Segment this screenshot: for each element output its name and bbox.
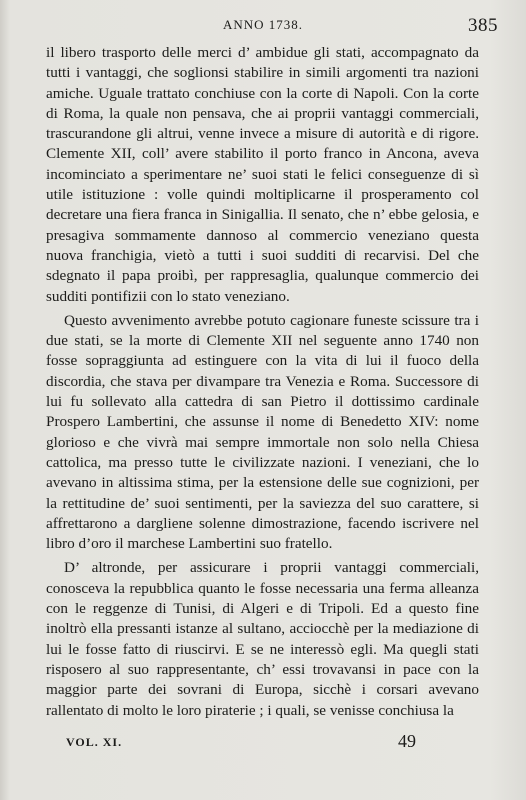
page-footer — [0, 731, 526, 755]
signature-mark: 49 — [398, 731, 416, 751]
body-text — [46, 43, 479, 725]
page-header — [0, 17, 526, 39]
running-head: ANNO 1738. — [222, 17, 304, 32]
paragraph-2: Questo avvenimento avrebbe potuto cagionare funeste scissure tra i due stati, se la morte di Clemente XII nel seguente anno 1740 non fosse sopraggiunta ad estinguere con la vita di lui il fuoco della discordia, che stava per divampare tra Venezia e Roma. Successore di lui fu sollevato alla cattedra di san Pietro il dottissimo cardinale Prospero Lambertini, che assunse il nome di Benedetto XIV: nome glorioso e che vivrà mai sempre immortale non solo nella Chiesa cattolica, ma presso tutte le civilizzate nazioni. I veneziani, che lo avevano in altissima stima, per la estensione delle sue cognizioni, per la rettitudine de’ suoi sentimenti, per la saviezza del suo carattere, si affrettarono a dargliene solenne dimostrazione, facendo iscrivere nel libro d’oro il marchese Lambertini suo fratello. — [46, 311, 479, 553]
page-number: 385 — [468, 15, 498, 36]
paragraph-1: il libero trasporto delle merci d’ ambidue gli stati, accompagnato da tutti i vantaggi, che soglionsi stabilire in simili argomenti tra nazioni amiche. Uguale trattato conchiuse con la corte di Napoli. Con la corte di Roma, la quale non pensava, che ai proprii vantaggi commerciali, trascurandone gli altrui, venne invece a misure di autorità e di rigore. Clemente XII, coll’ avere stabilito il porto franco in Ancona, aveva incominciato a sperimentare ne’ suoi stati le felici conseguenze di sì utile istituzione : volle quindi moltiplicarne il prosperamento col decretare una fiera franca in Sinigallia. Il senato, che n’ ebbe gelosia, e presagiva sommamente dannoso al commercio veneziano questa nuova franchigia, vietò a tutti i suoi sudditi di recarvisi. Del che sdegnato il papa proibì, per rappresaglia, qualunque commercio dei sudditi pontifizii con lo stato veneziano. — [46, 44, 479, 305]
paragraph-3: D’ altronde, per assicurare i proprii vantaggi commerciali, conosceva la repubblica quanto le fosse necessaria una ferma alleanza con le reggenze di Tunisi, di Algeri e di Tripoli. Ed a questo fine inoltrò ella pressanti istanze al sultano, acciocchè per la mediazione di lui le fosse fatto di riuscirvi. E se ne interessò egli. Ma quegli stati risposero al suo rappresentante, ch’ essi trovavansi in pace con la maggior parte dei sovrani di Europa, sicchè i corsari avevano rallentato di molto le loro piraterie ; i quali, se venisse conchiusa la — [46, 559, 479, 719]
volume-label: VOL. XI. — [66, 735, 123, 749]
